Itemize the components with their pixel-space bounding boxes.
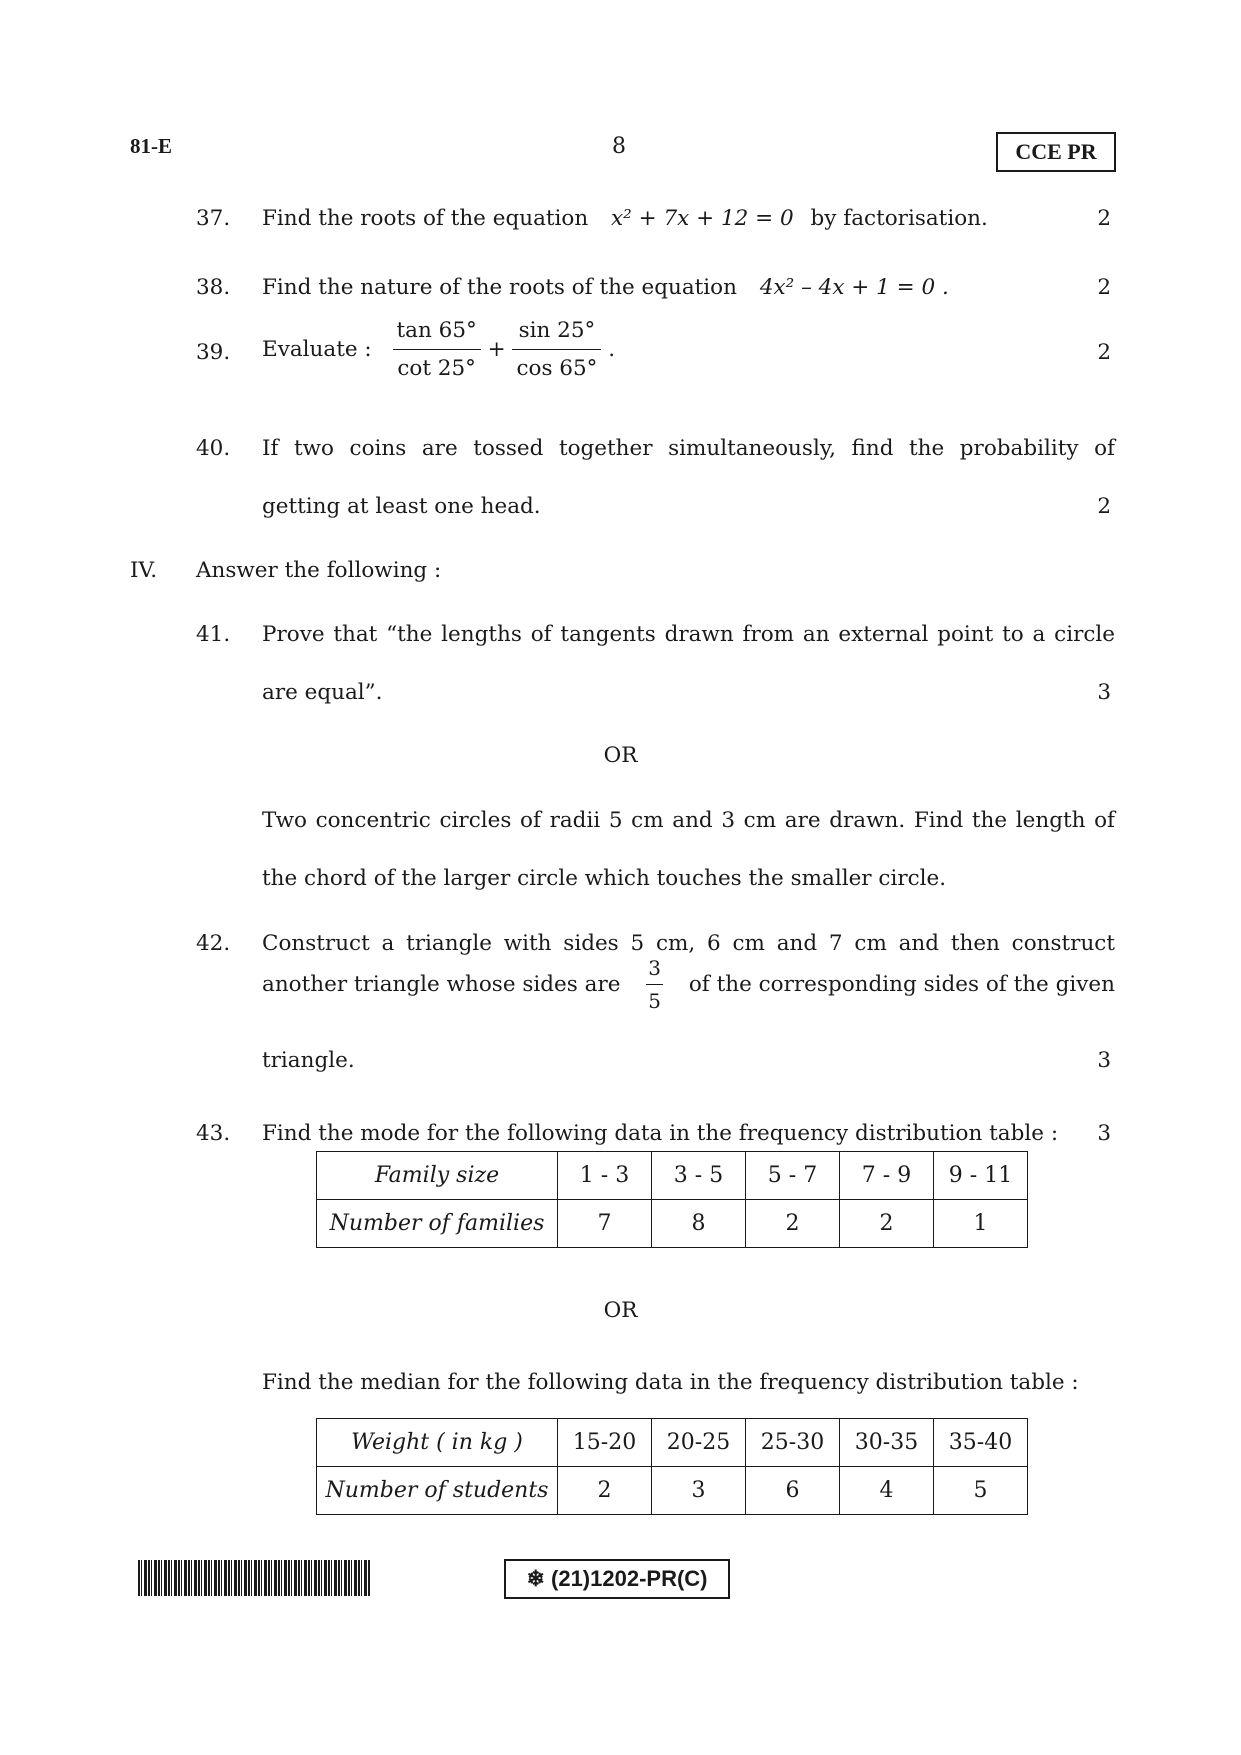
table-cell: 1 (934, 1200, 1028, 1248)
table-cell: 7 - 9 (840, 1152, 934, 1200)
table-row-label: Number of families (317, 1200, 558, 1248)
paper-code: 81-E (130, 134, 172, 158)
table-cell: 2 (840, 1200, 934, 1248)
weight-table (316, 1418, 1028, 1515)
q39-fraction-2: $\frac{\sin 25^\circ}{\cos 65^\circ}$ (512, 318, 601, 381)
q41-or: OR (603, 743, 638, 768)
table-cell: 2 (558, 1467, 652, 1515)
table-cell: 8 (652, 1200, 746, 1248)
family-size-table (316, 1151, 1028, 1248)
q38-equation: 4x² – 4x + 1 = 0 . (759, 275, 949, 300)
q39-text: Evaluate : $\frac{\tan 65^\circ}{\cot 25^\circ}$ + $\frac{\sin 25^\circ}{\cos 65^\circ}$ . (262, 318, 616, 381)
q42-line2: another triangle whose sides are $\frac{3}{5}$ of the corresponding sides of the given (262, 956, 1115, 1013)
q41-alt-line1: Two concentric circles of radii 5 cm and 3 cm are drawn. Find the length of (262, 808, 1115, 833)
q40-number: 40. (196, 436, 231, 461)
q43-text: Find the mode for the following data in the frequency distribution table : (262, 1121, 1059, 1146)
q37-text: Find the roots of the equation x² + 7x + 12 = 0 by factorisation. (262, 206, 988, 231)
table-cell: 5 (934, 1467, 1028, 1515)
q39-number: 39. (196, 340, 231, 365)
table-cell: 3 (652, 1467, 746, 1515)
section-number: IV. (130, 558, 158, 583)
q39-marks: 2 (1097, 340, 1111, 365)
q41-marks: 3 (1097, 680, 1111, 705)
q41-number: 41. (196, 622, 231, 647)
table-cell: 2 (746, 1200, 840, 1248)
table-cell: 25-30 (746, 1419, 840, 1467)
barcode (138, 1560, 370, 1596)
table-cell: 6 (746, 1467, 840, 1515)
q43-marks: 3 (1097, 1121, 1111, 1146)
q42-marks: 3 (1097, 1048, 1111, 1073)
q43-or: OR (603, 1298, 638, 1323)
q42-fraction: $\frac{3}{5}$ (648, 956, 662, 1013)
q37-number: 37. (196, 206, 231, 231)
q40-line1: If two coins are tossed together simultaneously, find the probability of (262, 436, 1115, 461)
q40-line2: getting at least one head. (262, 494, 541, 519)
table-row-label: Number of students (317, 1467, 558, 1515)
section-title: Answer the following : (196, 558, 442, 583)
q41-alt-line2: the chord of the larger circle which touches the smaller circle. (262, 866, 947, 891)
table-cell: 30-35 (840, 1419, 934, 1467)
q42-number: 42. (196, 931, 231, 956)
table-row (317, 1467, 1028, 1515)
q43-alt-text: Find the median for the following data in the frequency distribution table : (262, 1370, 1079, 1395)
q43-number: 43. (196, 1121, 231, 1146)
table-row (317, 1152, 1028, 1200)
q42-line3: triangle. (262, 1048, 355, 1073)
q41-line1: Prove that “the lengths of tangents drawn from an external point to a circle (262, 622, 1115, 647)
table-cell: 35-40 (934, 1419, 1028, 1467)
table-cell: 15-20 (558, 1419, 652, 1467)
table-row-label: Weight ( in kg ) (317, 1419, 558, 1467)
cce-pr-badge: CCE PR (996, 132, 1116, 172)
table-row-label: Family size (317, 1152, 558, 1200)
table-cell: 1 - 3 (558, 1152, 652, 1200)
table-row (317, 1200, 1028, 1248)
footer-paper-code: ❄ (21)1202-PR(C) (504, 1559, 730, 1599)
q40-marks: 2 (1097, 494, 1111, 519)
q42-line1: Construct a triangle with sides 5 cm, 6 cm and 7 cm and then construct (262, 931, 1115, 956)
q37-equation: x² + 7x + 12 = 0 (611, 206, 794, 231)
table-cell: 20-25 (652, 1419, 746, 1467)
q39-fraction-1: $\frac{\tan 65^\circ}{\cot 25^\circ}$ (393, 318, 481, 381)
table-cell: 9 - 11 (934, 1152, 1028, 1200)
q38-marks: 2 (1097, 275, 1111, 300)
table-cell: 7 (558, 1200, 652, 1248)
page-number: 8 (612, 134, 626, 159)
q37-marks: 2 (1097, 206, 1111, 231)
q38-number: 38. (196, 275, 231, 300)
q38-text: Find the nature of the roots of the equation 4x² – 4x + 1 = 0 . (262, 275, 949, 300)
q41-line2: are equal”. (262, 680, 383, 705)
table-cell: 5 - 7 (746, 1152, 840, 1200)
table-row (317, 1419, 1028, 1467)
table-cell: 3 - 5 (652, 1152, 746, 1200)
table-cell: 4 (840, 1467, 934, 1515)
